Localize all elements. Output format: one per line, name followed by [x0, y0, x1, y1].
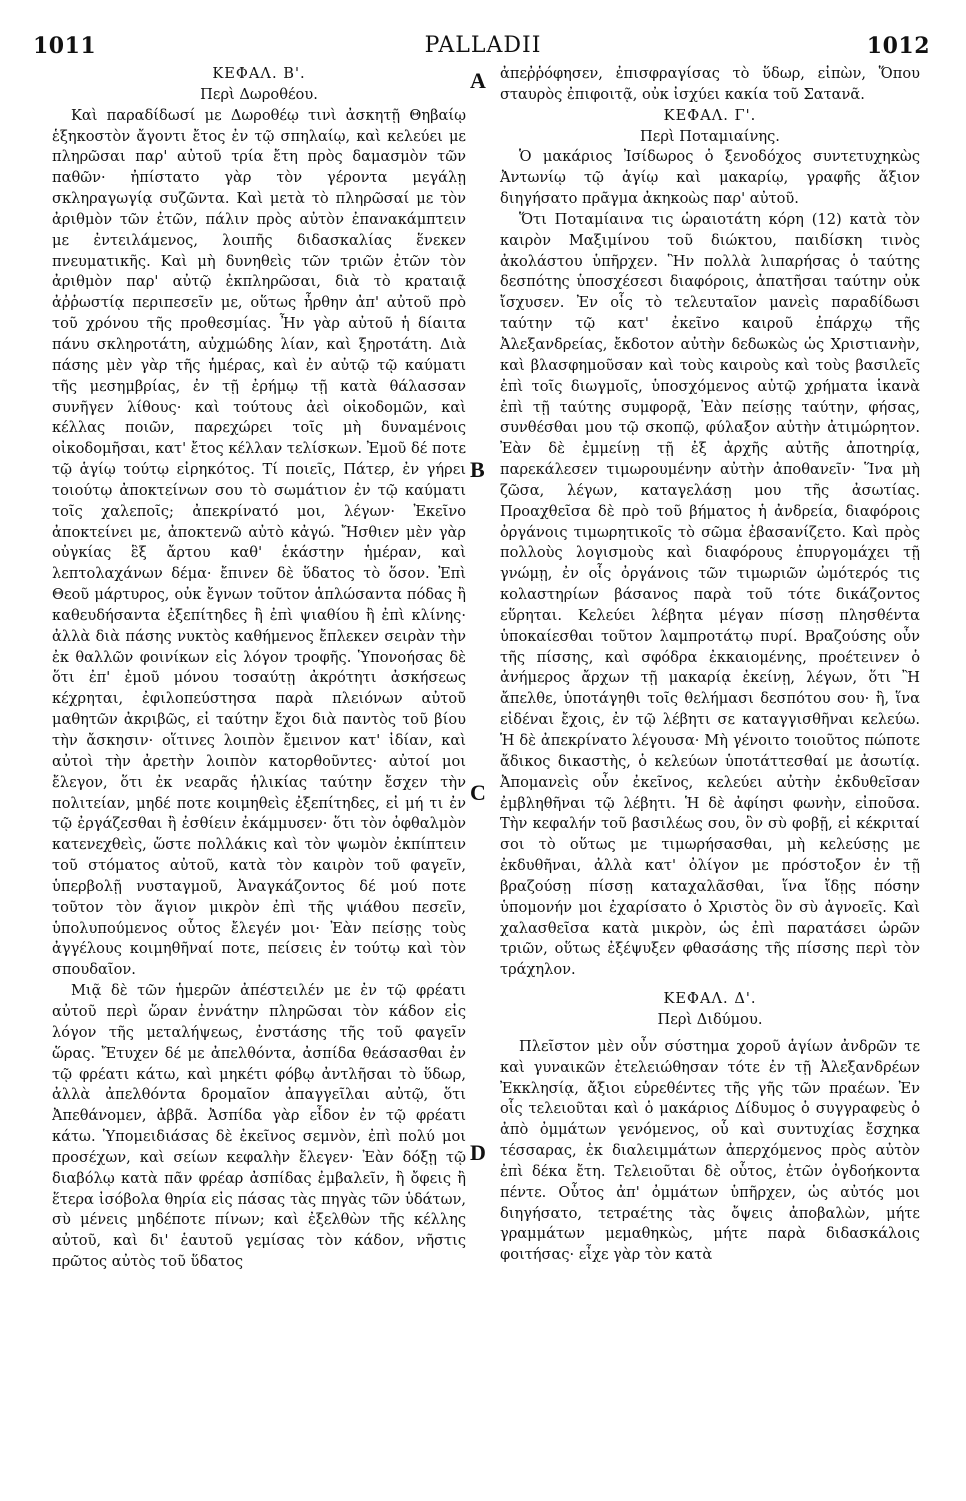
margin-marker-a: A [470, 68, 486, 93]
margin-marker-d: D [470, 1140, 486, 1165]
chapter-4-subtitle: Περὶ Διδύμου. [657, 1010, 763, 1028]
running-title: PALLADII [424, 33, 542, 58]
margin-marker-c: C [470, 780, 486, 805]
margin-marker-b: B [470, 457, 485, 482]
right-column [500, 64, 920, 1266]
chapter-4-paragraph: Πλεῖστον μὲν οὖν σύστημα χοροῦ ἁγίων ἀνδρῶν τε καὶ γυναικῶν ἐτελειώθησαν τότε ἐν τῇ Ἀλεξανδρέων Ἐκκλησίᾳ, ἄξιοι εὑρεθέντες τῆς γῆς τῶν πραέων. Ἐν οἷς τελειοῦται καὶ ὁ μακάριος Δίδυμος ὁ συγγραφεὺς ὁ ἀπὸ ὀμμάτων γενόμενος, οὗ καὶ συντυχίας ἔσχηκα τέσσαρας, ἐκ διαλειμμάτων ἀπερχόμενος πρὸς αὐτὸν ἐπὶ δέκα ἔτη. Τελειοῦται δὲ οὗτος, ἐτῶν ὀγδοήκοντα πέντε. Οὗτος ἀπ' ὀμμάτων ὑπῆρχεν, ὡς αὐτός μοι διηγήσατο, τετραέτης τὰς ὄψεις ἀποβαλὼν, μήτε γραμμάτων μεμαθηκὼς, μήτε παρὰ διδασκάλοις φοιτήσας· εἶχε γὰρ τὸν κατὰ [500, 1037, 920, 1264]
chapter-3-subtitle: Περὶ Ποταμιαίνης. [640, 127, 780, 145]
chapter-3-heading: ΚΕΦΑΛ. Γ'. [663, 106, 757, 124]
left-page-number: 1011 [33, 33, 97, 59]
chapter-2-paragraph: Καὶ παραδίδωσί με Δωροθέῳ τινὶ ἀσκητῇ Θηβαίῳ ἑξηκοστὸν ἄγοντι ἔτος ἐν τῷ σπηλαίῳ, καὶ κελεύει με πληρῶσαι παρ' αὐτοῦ τρία ἔτη πρὸς δαμασμὸν τῶν παθῶν· ἠπίστατο γὰρ τὸν γέροντα μεγάλῃ σκληραγωγίᾳ συζῶντα. Καὶ μετὰ τὸ πληρῶσαί με τὸν ἀριθμὸν τῶν ἐτῶν, πάλιν πρὸς αὐτὸν ἐπανακάμπτειν με ἐντειλάμενος, λοιπῆς διδασκαλίας ἕνεκεν πνευματικῆς. Καὶ μὴ δυνηθεὶς τῶν τριῶν ἐτῶν τὸν ἀριθμὸν παρ' αὐτῷ ἐκπληρῶσαι, διὰ τὸ κραταιᾷ ἀῤῥωστίᾳ περιπεσεῖν με, οὕτως ἦρθην ἀπ' αὐτοῦ πρὸ τοῦ χρόνου τῆς προθεσμίας. Ἦν γὰρ αὐτοῦ ἡ δίαιτα πάνυ σκληροτάτη, αὐχμώδης λίαν, καὶ ξηροτάτη. Διὰ πάσης μὲν γὰρ τῆς ἡμέρας, καὶ ἐν αὐτῷ τῷ καύματι τῆς μεσημβρίας, ἐν τῇ ἐρήμῳ τῇ κατὰ θάλασσαν συνῆγεν λίθους· καὶ τούτους ἀεὶ οἰκοδομῶν, καὶ κέλλας ποιῶν, παρεχώρει τοῖς μὴ δυναμένοις οἰκοδομῆσαι, κατ' ἔτος κέλλαν τελίσκων. Ἐμοῦ δέ ποτε τῷ ἁγίῳ τούτῳ εἰρηκότος. Τί ποιεῖς, Πάτερ, ἐν γήρει τοιούτῳ ἀποκτείνων σου τὸ σωμάτιον ἐν τῷ καύματι τοῖς χαλεποῖς; ἀπεκρίνατό μοι, λέγων· Ἐκεῖνο ἀποκτείνει με, ἀποκτενῶ αὐτὸ κἀγώ. Ἤσθιεν μὲν γὰρ οὐγκίας ἓξ ἄρτου καθ' ἑκάστην ἡμέραν, καὶ λεπτολαχάνων δέμα· ἔπινεν δὲ ὕδατος τὸ ὅσον. Ἐπὶ Θεοῦ μάρτυρος, οὐκ ἔγνων τοῦτον ἁπλώσαντα πόδας ἢ καθευδήσαντα ἐξεπίτηδες ἢ ἐπὶ ψιαθίου ἢ ἐπὶ κλίνης· ἀλλὰ διὰ πάσης νυκτὸς καθήμενος ἔπλεκεν σειρὰν τὴν ἐκ θαλλῶν φοινίκων εἰς λόγον τροφῆς. Ὑπονοήσας δὲ ὅτι ἐπ' ἐμοῦ μόνου τοσαύτῃ ἀκρότητι ἀσκήσεως κέχρηται, ἐφιλοπεύστησα παρὰ πλειόνων αὐτοῦ μαθητῶν ἀκριβῶς, εἰ ταύτην ἔχοι διὰ παντὸς τοῦ βίου τὴν ἄσκησιν· οἵτινες λοιπὸν ἔμεινον κατ' ἰδίαν, καὶ αὐτοὶ τὴν ἀρετὴν λοιπὸν κατορθοῦντες· αὐτοί μοι ἔλεγον, ὅτι ἐκ νεαρᾶς ἡλικίας ταύτην ἔσχεν τὴν πολιτείαν, μηδέ ποτε κοιμηθεὶς ἐξεπίτηδες, εἰ μή τι ἐν τῷ ἐργάζεσθαι ἢ ἐσθίειν ἐκάμμυσεν· ὅτι τὸν ὀφθαλμὸν κατενεχθεὶς, ὥστε πολλάκις καὶ τὸν ψωμὸν ἐκπίπτειν τοῦ στόματος αὐτοῦ, κατὰ τὸν καιρὸν τοῦ φαγεῖν, ὑπερβολῇ νυσταγμοῦ, Ἀναγκάζοντος δέ μού ποτε τοῦτον τὸν ἅγιον μικρὸν ἐπὶ τῆς ψιάθου πεσεῖν, ὑπολυπούμενος οὗτος ἔλεγέν μοι· Ἐὰν πείσῃς τοὺς ἀγγέλους κοιμηθῆναί ποτε, πείσεις ἐν τούτῳ καὶ τὸν σπουδαῖον. [52, 106, 466, 979]
chapter-2-subtitle: Περὶ Δωροθέου. [200, 85, 318, 103]
chapter-2-conclusion: ἀπεῤῥόφησεν, ἐπισφραγίσας τὸ ὕδωρ, εἰπὼν, Ὅπου σταυρὸς ἐπιφοιτᾷ, οὐκ ἰσχύει κακία τοῦ Σατανᾶ. [500, 65, 920, 103]
chapter-2-heading: ΚΕΦΑΛ. Β'. [212, 65, 306, 82]
chapter-4-heading: ΚΕΦΑΛ. Δ'. [663, 990, 757, 1008]
margin-section-markers [470, 0, 494, 1501]
chapter-2-paragraph: Μιᾷ δὲ τῶν ἡμερῶν ἀπέστειλέν με ἐν τῷ φρέατι αὐτοῦ περὶ ὥραν ἐννάτην πληρῶσαι τὸν κάδον εἰς λόγον τῆς μεταλήψεως, ἐνστάσης τῆς τοῦ φαγεῖν ὥρας. Ἔτυχεν δέ με ἀπελθόντα, ἀσπίδα θεάσασθαι ἐν τῷ φρέατι κάτω, καὶ μηκέτι φόβῳ ἀντλῆσαι τὸ ὕδωρ, ἀλλὰ ἀπελθόντα δρομαῖον ἀπαγγεῖλαι αὐτῷ, ὅτι Ἀπεθάνομεν, ἀββᾶ. Ἀσπίδα γὰρ εἶδον ἐν τῷ φρέατι κάτω. Ὑπομειδιάσας δὲ ἐκεῖνος σεμνὸν, ἐπὶ πολύ μοι προσέχων, καὶ σείων κεφαλὴν ἔλεγεν· Ἐὰν δόξῃ τῷ διαβόλῳ κατὰ πᾶν φρέαρ ἀσπίδας ἐμβαλεῖν, ἢ ὄφεις ἢ ἕτερα ἰσόβολα θηρία εἰς πάσας τὰς πηγὰς τῶν ὑδάτων, σὺ μένεις μηδέποτε πίνων; καὶ ἐξελθὼν τῆς κέλλης αὐτοῦ, καὶ δι' ἑαυτοῦ γεμίσας τὸν κάδον, νῆστις πρῶτος αὐτὸς τοῦ ὕδατος [52, 982, 466, 1271]
chapter-3-paragraph: Ὅτι Ποταμίαινα τις ὡραιοτάτη κόρη (12) κατὰ τὸν καιρὸν Μαξιμίνου τοῦ διώκτου, παιδίσκη τινὸς ἀκολάστου ὑπῆρχεν. Ἣν πολλὰ λιπαρήσας ὁ ταύτης δεσπότης ὑποσχέσεσι διαφόροις, ἀπατῆσαι ταύτην οὐκ ἴσχυσεν. Ἐν οἷς τὸ τελευταῖον μανεὶς παραδίδωσι ταύτην τῷ κατ' ἐκεῖνο καιροῦ ἐπάρχῳ τῆς Ἀλεξανδρείας, ἔκδοτον αὐτὴν δεδωκὼς ὡς Χριστιανὴν, καὶ βλασφημοῦσαν καὶ τοὺς καιροὺς καὶ τοὺς βασιλεῖς ἐπὶ τοῖς διωγμοῖς, ὑποσχόμενος αὐτῷ χρήματα ἱκανὰ ἐπὶ τῇ ταύτης συμφορᾷ, Ἐὰν πείσῃς ταύτην, φήσας, συνθέσθαι μου τῷ σκοπῷ, φύλαξον αὐτὴν ἀτιμώρητον. Ἐὰν δὲ ἐμμείνῃ τῇ ἐξ ἀρχῆς αὐτῆς ἀποτηρίᾳ, παρεκάλεσεν τιμωρουμένην αὐτὴν ἀποθανεῖν· Ἵνα μὴ ζῶσα, λέγων, καταγελάσῃ μου τῆς ἀσωτίας. Προαχθεῖσα δὲ πρὸ τοῦ βήματος ἡ ἀνδρεία, διαφόροις ὀργάνοις τιμωρητικοῖς τὸ σῶμα ἐβασανίζετο. Καὶ πρὸς πολλοὺς λογισμοὺς καὶ διαφόρους ἐπυργομάχει τῇ γνώμῃ, ἐν οἷς ὀργάνοις τῶν τιμωριῶν ὠμότερός τις κολαστηρίων βάσανος παρὰ τοῦ τότε δικάζοντος εὕρηται. Κελεύει λέβητα μέγαν πίσσῃ πλησθέντα ὑποκαίεσθαι τοῦτον λαμπροτάτῳ πυρί. Βραζούσης οὖν τῆς πίσσης, καὶ σφόδρα ἐκκαιομένης, προέτεινεν ὁ ἀνήμερος ἄρχων τῇ μακαρίᾳ ἐκείνῃ, λέγων, ὅτι Ἢ ἄπελθε, ὑποτάγηθι τοῖς θελήμασι δεσπότου σου· ἢ, ἵνα εἰδέναι ἔχοις, ἐν τῷ λέβητι σε καταγγισθῆναι κελεύω. Ἡ δὲ ἀπεκρίνατο λέγουσα· Μὴ γένοιτο τοιοῦτος πώποτε ἄδικος δικαστὴς, ὁ κελεύων ὑποτάττεσθαί με ἀσωτίᾳ. Ἀπομανεὶς οὖν ἐκεῖνος, κελεύει αὐτὴν ἐκδυθεῖσαν ἐμβληθῆναι τῷ λέβητι. Ἡ δὲ ἀφίησι φωνὴν, εἰποῦσα. Τὴν κεφαλήν τοῦ βασιλέως σου, ὃν σὺ φοβῇ, εἰ κέκριταί σοι τὸ οὕτως με τιμωρήσασθαι, μὴ κελεύσῃς με ἐκδυθῆναι, ἀλλὰ κατ' ὀλίγον με πρόστοξον ἐν τῇ βραζούσῃ πίσσῃ καταχαλᾶσθαι, ἵνα ἴδῃς πόσην ὑπομονήν μοι ἐχαρίσατο ὁ Χριστὸς ὃν σὺ ἀγνοεῖς. Καὶ χαλασθεῖσα κατὰ μικρὸν, ὡς ἐπὶ παρατάσει ὡρῶν τριῶν, οὕτως ἐξέψυξεν φθασάσης τῆς πίσσης περὶ τὸν τράχηλον. [500, 210, 920, 979]
left-column [52, 64, 466, 1273]
chapter-3-paragraph: Ὁ μακάριος Ἰσίδωρος ὁ ξενοδόχος συντετυχηκὼς Ἀντωνίῳ τῷ ἁγίῳ καὶ μακαρίῳ, γραφῆς ἄξιον διηγήσατο πρᾶγμα ἀκηκοὼς παρ' αὐτοῦ. [500, 148, 920, 208]
right-page-number: 1012 [866, 33, 930, 59]
